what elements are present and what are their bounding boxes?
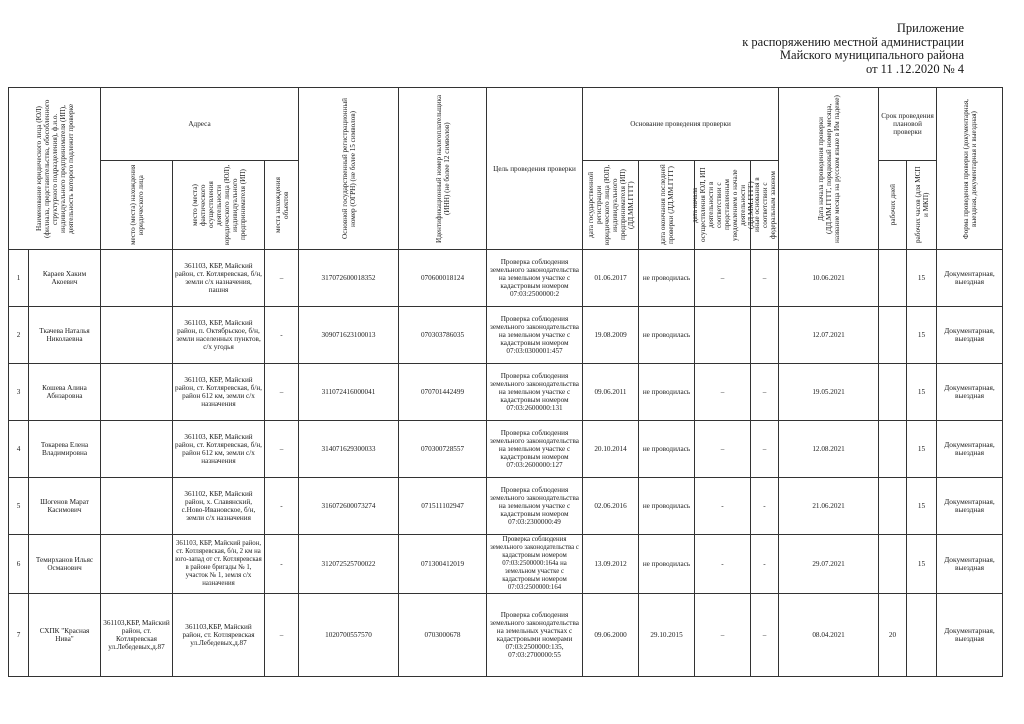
entity-location — [101, 535, 173, 594]
term-hours — [907, 594, 937, 677]
other-basis: – — [751, 421, 779, 478]
last-check-date: не проводилась — [639, 421, 695, 478]
activity-start-date: - — [695, 478, 751, 535]
activity-start-date: – — [695, 364, 751, 421]
inn-value: 070701442499 — [399, 364, 487, 421]
term-days — [879, 421, 907, 478]
registration-date: 01.06.2017 — [583, 250, 639, 307]
other-basis: – — [751, 250, 779, 307]
inn-value: 0703000678 — [399, 594, 487, 677]
ogrn-value: 316072600073274 — [299, 478, 399, 535]
term-days — [879, 250, 907, 307]
last-check-date: 29.10.2015 — [639, 594, 695, 677]
term-days — [879, 535, 907, 594]
inn-value: 071300412019 — [399, 535, 487, 594]
activity-address: 361103, КБР, Майский район, ст. Котляревская, б/н, район 612 км, земли с/х назначения — [173, 421, 265, 478]
activity-start-date: – — [695, 421, 751, 478]
row-number: 2 — [9, 307, 29, 364]
header-basis-registration: дата государственной регистрации юридического лица (ЮЛ), индивидуального предпринимателя (ИП) (ДД.ММ.ГГГГ) — [583, 161, 639, 250]
ogrn-value: 314071629300033 — [299, 421, 399, 478]
row-number: 4 — [9, 421, 29, 478]
inspection-goal: Проверка соблюдения земельного законодательства на земельных участках с кадастровыми номерами 07:03:2500000:135, 07:03:2700000:55 — [487, 594, 583, 677]
registration-date: 20.10.2014 — [583, 421, 639, 478]
header-address: Адреса — [101, 88, 299, 161]
activity-address: 361103, КБР, Майский район, п. Октябрьское, б/н, земли населенных пунктов, с/х угодья — [173, 307, 265, 364]
activity-start-date: – — [695, 594, 751, 677]
entity-name: Токарева Елена Владимировна — [29, 421, 101, 478]
inspection-form: Документарная, выездная — [937, 307, 1003, 364]
ogrn-value: 309071623100013 — [299, 307, 399, 364]
inn-value: 070600018124 — [399, 250, 487, 307]
other-basis — [751, 307, 779, 364]
inspection-goal: Проверка соблюдения земельного законодательства на земельном участке с кадастровым номером 07:03:2500000:2 — [487, 250, 583, 307]
row-number: 3 — [9, 364, 29, 421]
entity-name: Ткачева Наталья Николаевна — [29, 307, 101, 364]
order-reference: к распоряжению местной администрации — [742, 34, 964, 49]
inspection-start-date: 08.04.2021 — [779, 594, 879, 677]
term-hours: 15 — [907, 421, 937, 478]
term-days: 20 — [879, 594, 907, 677]
row-number: 7 — [9, 594, 29, 677]
table-row — [9, 250, 1003, 307]
activity-address: 361103, КБР, Майский район, ст. Котляревская, б/н, район 612 км, земли с/х назначения — [173, 364, 265, 421]
row-number: 5 — [9, 478, 29, 535]
header-inn: Идентификационный номер налогоплательщика (ИНН) (не более 12 символов) — [399, 88, 487, 250]
header-address-activity: место (места) фактического осуществления деятельности юридического лица (ЮЛ), индивидуального предпринимателя (ИП) — [173, 161, 265, 250]
term-hours: 15 — [907, 307, 937, 364]
inspection-start-date: 29.07.2021 — [779, 535, 879, 594]
table-row — [9, 364, 1003, 421]
term-days — [879, 307, 907, 364]
registration-date: 19.08.2009 — [583, 307, 639, 364]
entity-name: Темирханов Ильяс Османович — [29, 535, 101, 594]
object-location: – — [265, 250, 299, 307]
table-row — [9, 307, 1003, 364]
inspection-start-date: 19.05.2021 — [779, 364, 879, 421]
inspection-form: Документарная, выездная — [937, 250, 1003, 307]
object-location: – — [265, 364, 299, 421]
entity-name: СХПК "Красная Нива" — [29, 594, 101, 677]
inspection-form: Документарная, выездная — [937, 364, 1003, 421]
ogrn-value: 312072525700022 — [299, 535, 399, 594]
header-basis-activity-start: дата начала осуществления ЮЛ, ИП деятельности в соответствии с представленным уведомлением о начале деятельности (ДД.ММ.ГГГГ) — [695, 161, 751, 250]
table-row — [9, 421, 1003, 478]
inn-value: 071511102947 — [399, 478, 487, 535]
activity-start-date: – — [695, 250, 751, 307]
last-check-date: не проводилась — [639, 535, 695, 594]
activity-address: 361103,КБР, Майский район, ст. Котляревская ул.Лебедевых,д.87 — [173, 594, 265, 677]
activity-address: 361103, КБР, Майский район, ст. Котляревская, б/н, земли с/х назначения, пашня — [173, 250, 265, 307]
row-number: 1 — [9, 250, 29, 307]
inspection-goal: Проверка соблюдения земельного законодательства на земельном участке с кадастровым номером 07:03:0300001:457 — [487, 307, 583, 364]
inspection-start-date: 12.08.2021 — [779, 421, 879, 478]
header-address-objects: места нахождения объектов — [265, 161, 299, 250]
inspection-goal: Проверка соблюдения земельного законодательства с кадастровым номером 07:03:2500000:164а на земельном участке с кадастровым номером 07:03:2500000:164 — [487, 535, 583, 594]
term-hours: 15 — [907, 478, 937, 535]
ogrn-value: 1020700557570 — [299, 594, 399, 677]
object-location: – — [265, 421, 299, 478]
entity-location: 361103,КБР, Майский район, ст. Котляревская ул.Лебедевых,д.87 — [101, 594, 173, 677]
inspection-goal: Проверка соблюдения земельного законодательства на земельном участке с кадастровым номером 07:03:2600000:127 — [487, 421, 583, 478]
ogrn-value: 311072416000041 — [299, 364, 399, 421]
registration-date: 09.06.2000 — [583, 594, 639, 677]
last-check-date: не проводилась — [639, 478, 695, 535]
header-goal: Цель проведения проверки — [487, 88, 583, 250]
term-days — [879, 364, 907, 421]
last-check-date: не проводилась — [639, 307, 695, 364]
header-term: Срок проведения плановой проверки — [879, 88, 937, 161]
object-location: - — [265, 307, 299, 364]
inspection-form: Документарная, выездная — [937, 594, 1003, 677]
header-basis: Основание проведения проверки — [583, 88, 779, 161]
other-basis: - — [751, 478, 779, 535]
header-basis-other: иные основания в соответствии с федеральным законом — [751, 161, 779, 250]
inspection-form: Документарная, выездная — [937, 421, 1003, 478]
entity-name: Кошева Алина Абнзаровна — [29, 364, 101, 421]
other-basis: – — [751, 594, 779, 677]
header-date-start: Дата начала проведения проверки (ДД.ММ.ГГГГ, порядковый номер месяца, название месяца на русском языке в Им падеже) — [779, 88, 879, 250]
header-term-days: рабочих дней — [879, 161, 907, 250]
document-header — [644, 22, 964, 76]
last-check-date: не проводилась — [639, 250, 695, 307]
header-address-location: место (места) нахождения юридического лица — [101, 161, 173, 250]
entity-location — [101, 421, 173, 478]
header-form: Форма проведения проверки (документарная, выездная, документарная и выездная) — [937, 88, 1003, 250]
header-basis-last-check: дата окончания последней проверки (ДД.ММ.ГГГГ) — [639, 161, 695, 250]
activity-address: 361102, КБР, Майский район, х. Славянский, с.Ново-Ивановское, б/н, земли с/х назначения — [173, 478, 265, 535]
order-date-number: от 11 .12.2020 № 4 — [865, 61, 964, 76]
district-name: Майского муниципального района — [779, 48, 964, 62]
entity-location — [101, 478, 173, 535]
table-row — [9, 535, 1003, 594]
header-term-hours: рабочих часов (для МСП и МКП) — [907, 161, 937, 250]
other-basis: – — [751, 364, 779, 421]
object-location: – — [265, 594, 299, 677]
object-location: - — [265, 478, 299, 535]
entity-location — [101, 364, 173, 421]
inspection-form: Документарная, выездная — [937, 535, 1003, 594]
other-basis: - — [751, 535, 779, 594]
registration-date: 02.06.2016 — [583, 478, 639, 535]
inspection-goal: Проверка соблюдения земельного законодательства на земельном участке с кадастровым номером 07:03:2600000:131 — [487, 364, 583, 421]
inn-value: 070300728557 — [399, 421, 487, 478]
header-ogrn: Основной государственный регистрационный номер (ОГРН) (не более 15 символов) — [299, 88, 399, 250]
registration-date: 13.09.2012 — [583, 535, 639, 594]
inspection-start-date: 12.07.2021 — [779, 307, 879, 364]
activity-start-date: - — [695, 535, 751, 594]
activity-start-date — [695, 307, 751, 364]
inspection-start-date: 21.06.2021 — [779, 478, 879, 535]
inspection-form: Документарная, выездная — [937, 478, 1003, 535]
last-check-date: не проводилась — [639, 364, 695, 421]
object-location: - — [265, 535, 299, 594]
header-name: Наименование юридического лица (ЮЛ) (филиала, представительства, обособленного структурного подразделения), ф.и.о. индивидуального предпринимателя (ИП), деятельность которого подлежит проверке — [9, 88, 101, 250]
term-hours: 15 — [907, 535, 937, 594]
table-row — [9, 594, 1003, 677]
activity-address: 361103, КБР, Майский район, ст. Котляревская, б/н, 2 км на юго-запад от ст. Котляревская в районе бригады № 1, участок № 1, земля с/х назначения — [173, 535, 265, 594]
term-days — [879, 478, 907, 535]
inspection-goal: Проверка соблюдения земельного законодательства на земельном участке с кадастровым номером 07:03:2300000:49 — [487, 478, 583, 535]
inspection-start-date: 10.06.2021 — [779, 250, 879, 307]
appendix-title: Приложение — [896, 21, 964, 35]
entity-location — [101, 250, 173, 307]
inspection-plan-table — [8, 87, 1003, 677]
registration-date: 09.06.2011 — [583, 364, 639, 421]
ogrn-value: 317072600018352 — [299, 250, 399, 307]
table-row — [9, 478, 1003, 535]
term-hours: 15 — [907, 364, 937, 421]
row-number: 6 — [9, 535, 29, 594]
entity-location — [101, 307, 173, 364]
inn-value: 070303786035 — [399, 307, 487, 364]
entity-name: Шогенов Марат Касимович — [29, 478, 101, 535]
entity-name: Караев Хаким Акоевич — [29, 250, 101, 307]
term-hours: 15 — [907, 250, 937, 307]
